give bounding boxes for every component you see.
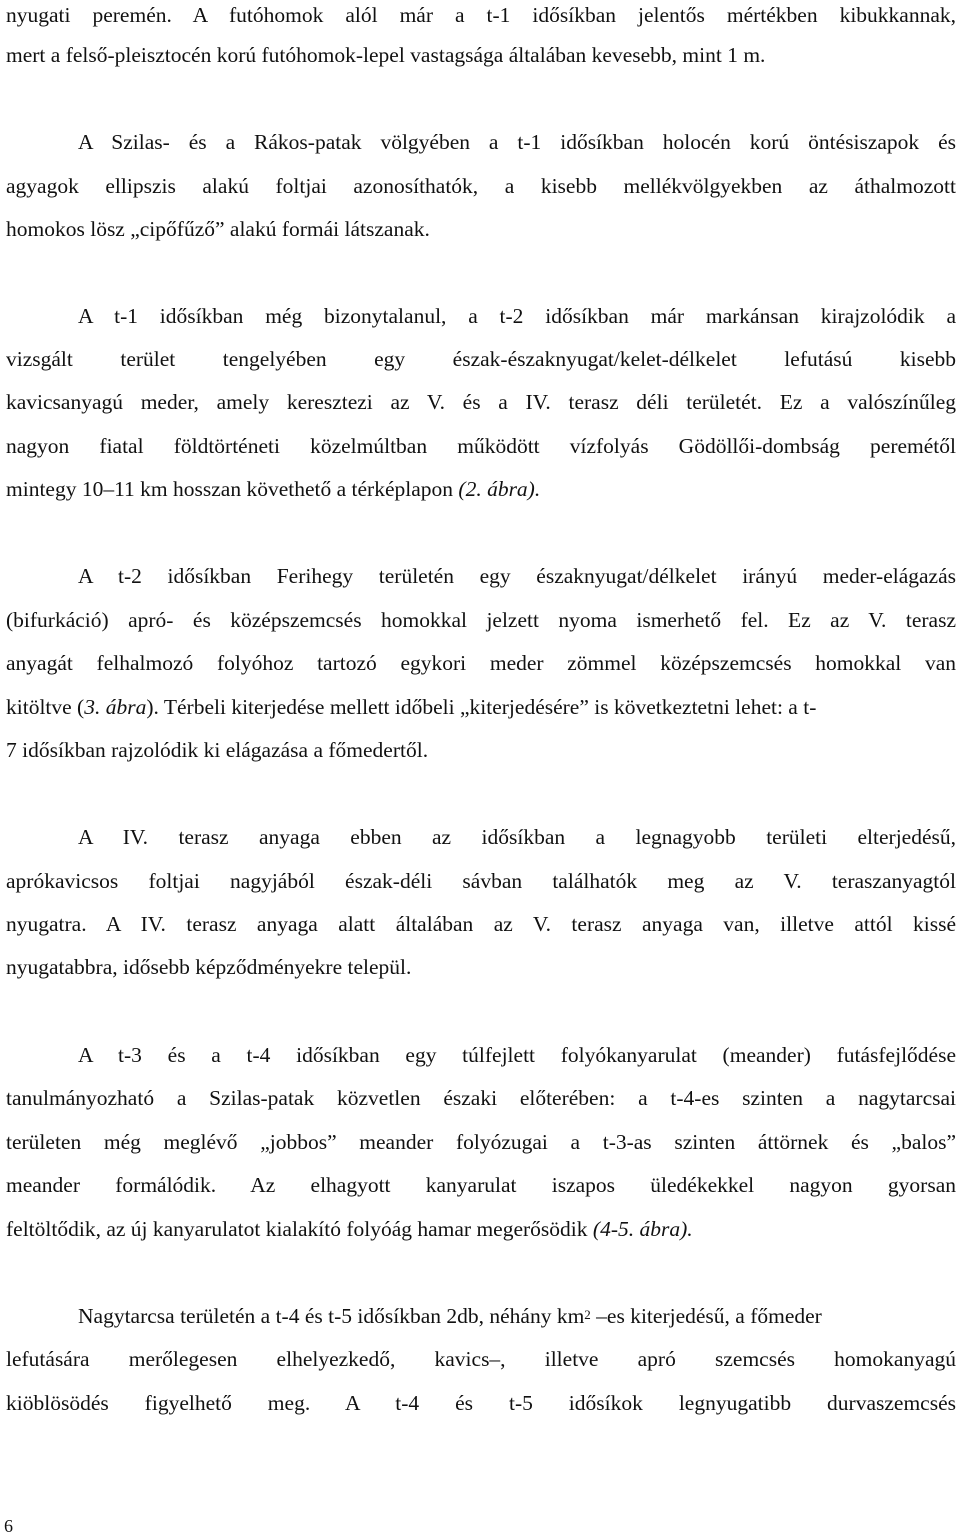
paragraph-6-line-2: tanulmányozható a Szilas-patak közvetlen északi előterében: a t-4-es szinten a nagytarcsai	[6, 1086, 956, 1110]
paragraph-4-line-1: A t-2 idősíkban Ferihegy területén egy északnyugat/délkelet irányú meder-elágazás	[78, 564, 956, 588]
paragraph-3-line-4: nagyon fiatal földtörténeti közelmúltban működött vízfolyás Gödöllői-dombság peremétől	[6, 434, 956, 458]
paragraph-1-line-1: nyugati peremén. A futóhomok alól már a t-1 idősíkban jelentős mértékben kibukkannak,	[6, 3, 956, 27]
paragraph-4-line-4-end: ). Térbeli kiterjedése mellett időbeli „kiterjedésére” is következtetni lehet: a t-	[146, 695, 817, 719]
paragraph-4-line-4	[6, 692, 956, 722]
page-number: 6	[4, 1516, 13, 1536]
paragraph-7-line-1-start: Nagytarcsa területén a t-4 és t-5 idősíkban 2db, néhány km	[78, 1304, 585, 1328]
superscript-exponent: 2	[584, 1307, 591, 1322]
paragraph-7-line-3: kiöblösödés figyelhető meg. A t-4 és t-5 idősíkok legnyugatibb durvaszemcsés	[6, 1391, 956, 1415]
paragraph-3-line-1: A t-1 idősíkban még bizonytalanul, a t-2 idősíkban már markánsan kirajzolódik a	[78, 304, 956, 328]
paragraph-7-line-1	[6, 1301, 956, 1334]
paragraph-4-line-4-start: kitöltve (	[6, 695, 85, 719]
paragraph-6-line-3: területen még meglévő „jobbos” meander folyózugai a t-3-as szinten áttörnek és „balos”	[6, 1130, 956, 1154]
paragraph-2-line-1: A Szilas- és a Rákos-patak völgyében a t-1 idősíkban holocén korú öntésiszapok és	[78, 130, 956, 154]
paragraph-2-line-3: homokos lösz „cipőfűző” alakú formái látszanak.	[6, 217, 430, 241]
paragraph-5-line-3: nyugatra. A IV. terasz anyaga alatt általában az V. terasz anyaga van, illetve attól kissé	[6, 912, 956, 936]
paragraph-4-line-5: 7 idősíkban rajzolódik ki elágazása a főmedertől.	[6, 738, 429, 762]
paragraph-6-line-1: A t-3 és a t-4 idősíkban egy túlfejlett folyókanyarulat (meander) futásfejlődése	[78, 1043, 956, 1067]
paragraph-2-line-2: agyagok ellipszis alakú foltjai azonosíthatók, a kisebb mellékvölgyekben az áthalmozott	[6, 174, 956, 198]
paragraph-3-line-5	[6, 474, 956, 504]
paragraph-3-line-3: kavicsanyagú meder, amely keresztezi az V. és a IV. terasz déli területét. Ez a valószínűleg	[6, 390, 956, 414]
figure-reference-3: 3. ábra	[84, 695, 147, 719]
paragraph-4-line-2: (bifurkáció) apró- és középszemcsés homokkal jelzett nyoma ismerhető fel. Ez az V. terasz	[6, 608, 956, 632]
paragraph-6-line-5	[6, 1214, 956, 1244]
paragraph-5-line-1: A IV. terasz anyaga ebben az idősíkban a legnagyobb területi elterjedésű,	[78, 825, 956, 849]
paragraph-7-line-2: lefutására merőlegesen elhelyezkedő, kavics–, illetve apró szemcsés homokanyagú	[6, 1347, 956, 1371]
paragraph-1-line-2: mert a felső-pleisztocén korú futóhomok-lepel vastagsága általában kevesebb, mint 1 m.	[6, 43, 766, 67]
paragraph-3-line-5-text: mintegy 10–11 km hosszan követhető a térképlapon	[6, 477, 454, 501]
paragraph-7-line-1-end: –es kiterjedésű, a főmeder	[596, 1304, 822, 1328]
paragraph-3-line-2: vizsgált terület tengelyében egy észak-északnyugat/kelet-délkelet lefutású kisebb	[6, 347, 956, 371]
figure-reference-4-5: (4-5. ábra).	[592, 1217, 693, 1241]
paragraph-6-line-4: meander formálódik. Az elhagyott kanyarulat iszapos üledékekkel nagyon gyorsan	[6, 1173, 956, 1197]
paragraph-5-line-4: nyugatabbra, idősebb képződményekre települ.	[6, 955, 412, 979]
figure-reference-2: (2. ábra).	[458, 477, 541, 501]
paragraph-5-line-2: aprókavicsos foltjai nagyjából észak-déli sávban találhatók meg az V. teraszanyagtól	[6, 869, 956, 893]
paragraph-6-line-5-text: feltöltődik, az új kanyarulatot kialakító folyóág hamar megerősödik	[6, 1217, 588, 1241]
paragraph-4-line-3: anyagát felhalmozó folyóhoz tartozó egykori meder zömmel középszemcsés homokkal van	[6, 651, 956, 675]
